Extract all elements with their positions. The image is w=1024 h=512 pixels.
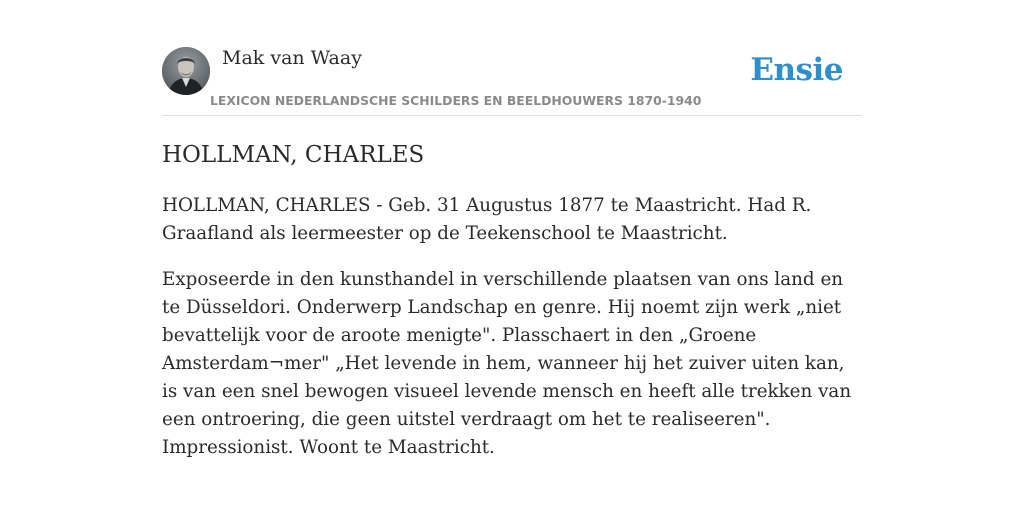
source-label[interactable]: LEXICON NEDERLANDSCHE SCHILDERS EN BEELDHOUWERS 1870-1940 (210, 93, 702, 108)
article-body (162, 192, 862, 480)
author-name-link[interactable]: Mak van Waay (222, 47, 362, 69)
page (162, 0, 862, 512)
page-header (162, 0, 862, 116)
portrait-image (162, 47, 210, 95)
ensie-logo[interactable]: Ensie (750, 52, 843, 88)
article-title: HOLLMAN, CHARLES (162, 142, 425, 168)
author-avatar[interactable] (162, 47, 210, 95)
article-paragraph: Exposeerde in den kunsthandel in verschillende plaatsen van ons land en te Düsseldori. Onderwerp Landschap en genre. Hij noemt zijn werk „niet bevattelijk voor de aroote menigte". Plasschaert in den „Groene Amsterdam¬mer" „Het levende in hem, wanneer hij het zuiver uiten kan, is van een snel bewogen visueel levende mensch en heeft alle trekken van een ontroering, die geen uitstel verdraagt om het te realiseeren". Impressionist. Woont te Maastricht. (162, 269, 852, 458)
article-paragraph: HOLLMAN, CHARLES - Geb. 31 Augustus 1877 te Maastricht. Had R. Graafland als leermeester op de Teekenschool te Maastricht. (162, 195, 812, 244)
